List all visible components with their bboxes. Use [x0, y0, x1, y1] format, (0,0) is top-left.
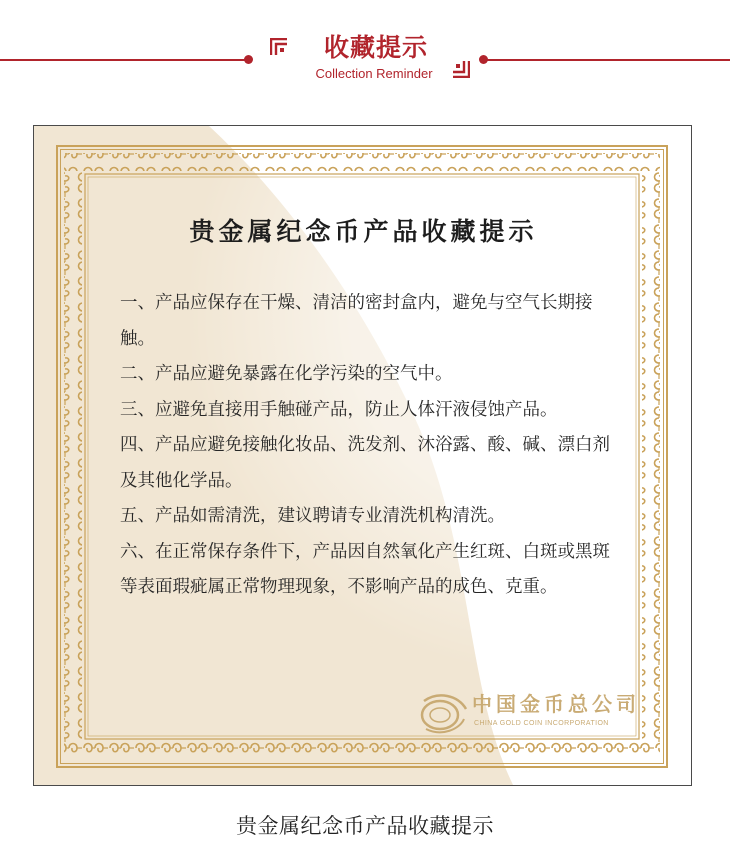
company-logo: [418, 689, 648, 739]
document-title: 贵金属纪念币产品收藏提示: [189, 217, 538, 246]
reminder-card: [33, 125, 692, 786]
section-title: 收藏提示: [323, 33, 428, 62]
section-header: [0, 28, 730, 88]
list-item: 五、产品如需清洗，建议聘请专业清洗机构清洗。: [120, 506, 505, 526]
section-subtitle: Collection Reminder: [315, 66, 433, 81]
header-divider-left: [0, 59, 248, 61]
company-name-en: CHINA GOLD COIN INCORPORATION: [474, 720, 609, 727]
list-item: 四、产品应避免接触化妆品、洗发剂、沐浴露、酸、碱、漂白剂及其他化学品。: [120, 435, 610, 491]
coin-logo-icon: [418, 689, 472, 737]
list-item: 一、产品应保存在干燥、清洁的密封盒内，避免与空气长期接触。: [120, 293, 593, 349]
image-caption: 贵金属纪念币产品收藏提示: [236, 814, 494, 838]
list-item: 三、应避免直接用手触碰产品，防止人体汗液侵蚀产品。: [120, 399, 558, 420]
corner-ornament-icon: [270, 38, 288, 56]
list-item: 六、在正常保存条件下，产品因自然氧化产生红斑、白斑或黑斑等表面瑕疵属正常物理现象，不影响产品的成色、克重。: [120, 541, 610, 597]
header-dot-left: [244, 55, 253, 64]
header-dot-right: [479, 55, 488, 64]
list-item: 二、产品应避免暴露在化学污染的空气中。: [120, 364, 453, 384]
company-name-cn: 中国金币总公司: [472, 692, 640, 716]
reminder-list: [120, 286, 612, 606]
header-divider-right: [483, 59, 730, 61]
